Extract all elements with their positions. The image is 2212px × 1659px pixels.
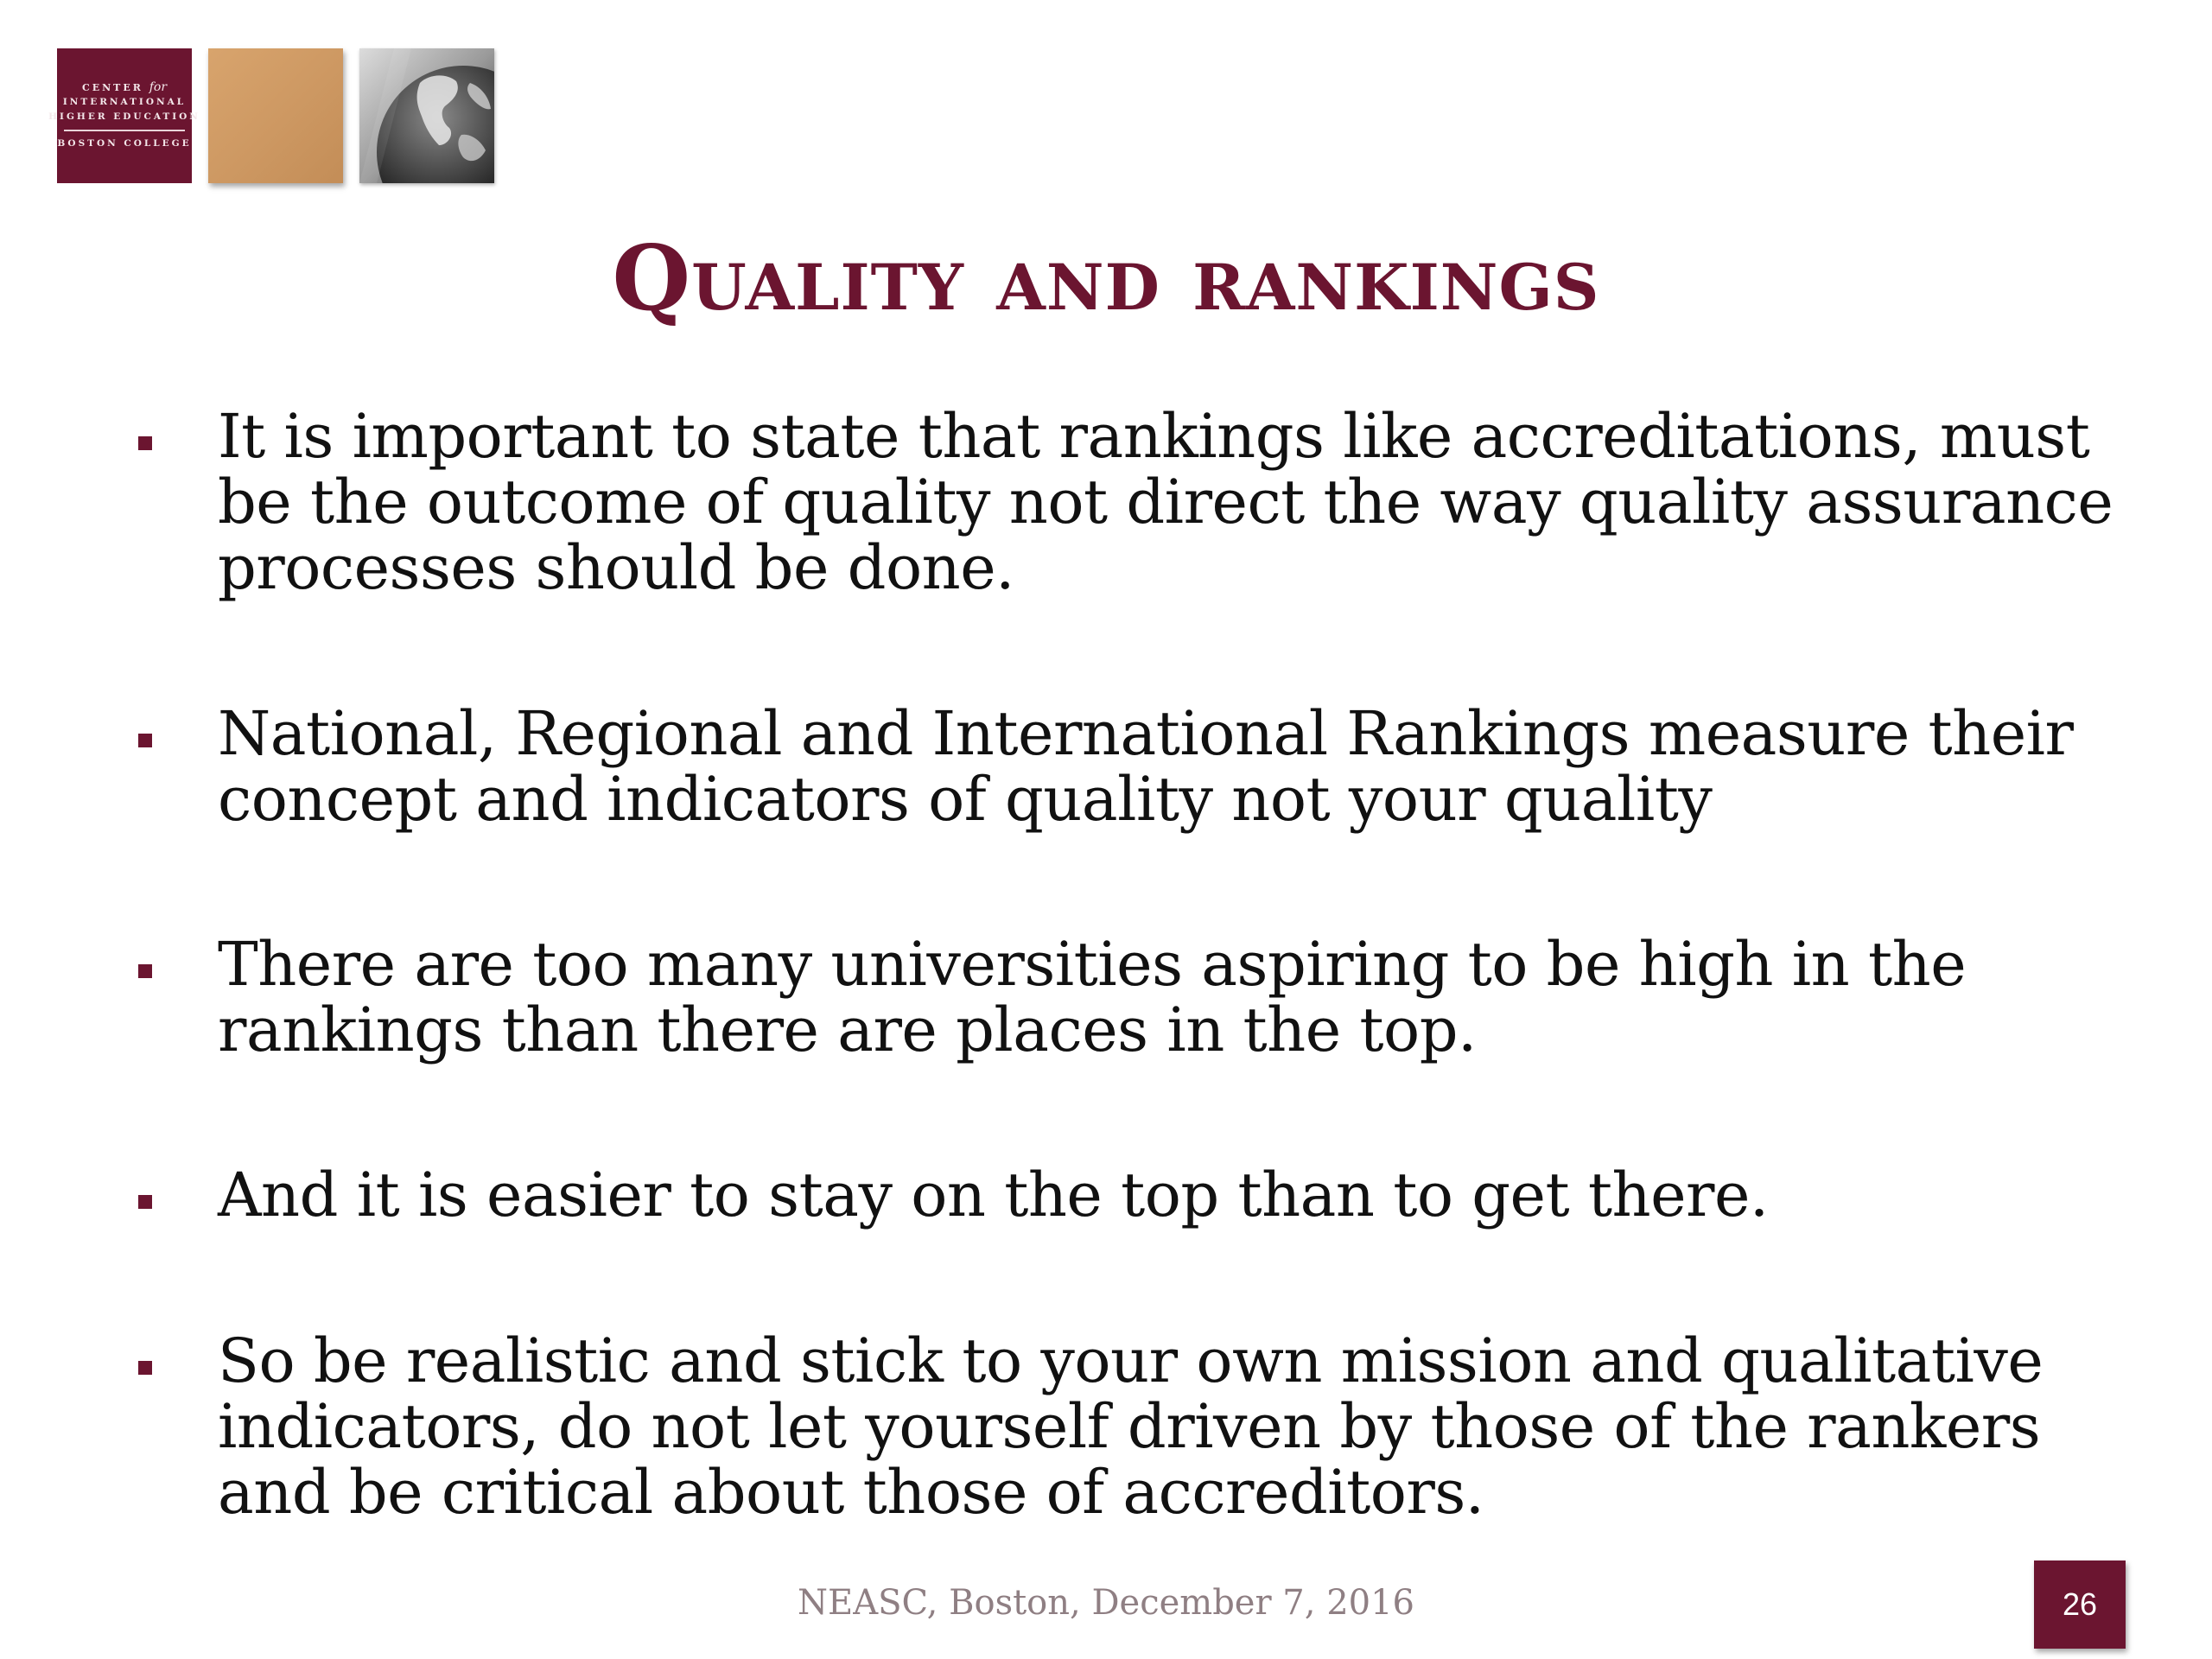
- footer-text: NEASC, Boston, December 7, 2016: [798, 1583, 1414, 1623]
- bullet-square-icon: [138, 1195, 152, 1209]
- bullet-1-line-3: processes should be done.: [218, 532, 1014, 603]
- bullet-text-1: [218, 401, 2113, 603]
- bullet-2-line-1: National, Regional and International Rankings measure their: [218, 698, 2074, 769]
- bullet-3-line-1: There are too many universities aspiring to be high in the: [218, 929, 1967, 1000]
- bullet-text-5: [218, 1325, 2044, 1528]
- bullet-5-line-1: So be realistic and stick to your own mission and qualitative: [218, 1325, 2044, 1396]
- logo-line-2: INTERNATIONAL: [62, 97, 187, 108]
- cihe-logo: [48, 48, 200, 183]
- bullet-item-3: [138, 931, 2160, 1063]
- bullet-1-line-2: be the outcome of quality not direct the way quality assurance: [218, 467, 2113, 537]
- bullet-1-line-1: It is important to state that rankings like accreditations, must: [218, 401, 2090, 472]
- bullet-square-icon: [138, 1361, 152, 1375]
- tan-square-logo: [208, 48, 343, 183]
- logo-line-3: HIGHER EDUCATION: [48, 111, 200, 123]
- bullet-5-line-2: indicators, do not let yourself driven by those of the rankers: [218, 1391, 2041, 1462]
- logo-row: [48, 48, 494, 183]
- page-title: Quality and rankings: [612, 225, 1600, 331]
- bullet-text-4: [218, 1162, 1769, 1228]
- bullet-5-line-3: and be critical about those of accreditors.: [218, 1457, 1484, 1528]
- bullet-item-2: [138, 698, 2160, 835]
- bullet-text-2: [218, 698, 2074, 835]
- logo-divider: [64, 130, 185, 131]
- bullet-item-4: [138, 1162, 2160, 1228]
- bullet-square-icon: [138, 734, 152, 747]
- globe-image: [359, 48, 494, 183]
- bullet-item-1: [138, 401, 2160, 603]
- globe-icon: [359, 48, 494, 183]
- logo-line-4: BOSTON COLLEGE: [57, 137, 192, 149]
- bullet-item-5: [138, 1325, 2160, 1528]
- bullet-square-icon: [138, 436, 152, 450]
- logo-line-1: CENTER for: [81, 80, 168, 95]
- page-number-badge: 26: [2034, 1560, 2126, 1649]
- bullet-4-line-1: And it is easier to stay on the top than to get there.: [218, 1160, 1769, 1230]
- bullet-3-line-2: rankings than there are places in the top.: [218, 995, 1477, 1065]
- bullet-text-3: [218, 931, 1966, 1063]
- bullet-square-icon: [138, 964, 152, 978]
- bullet-2-line-2: concept and indicators of quality not your quality: [218, 764, 1713, 835]
